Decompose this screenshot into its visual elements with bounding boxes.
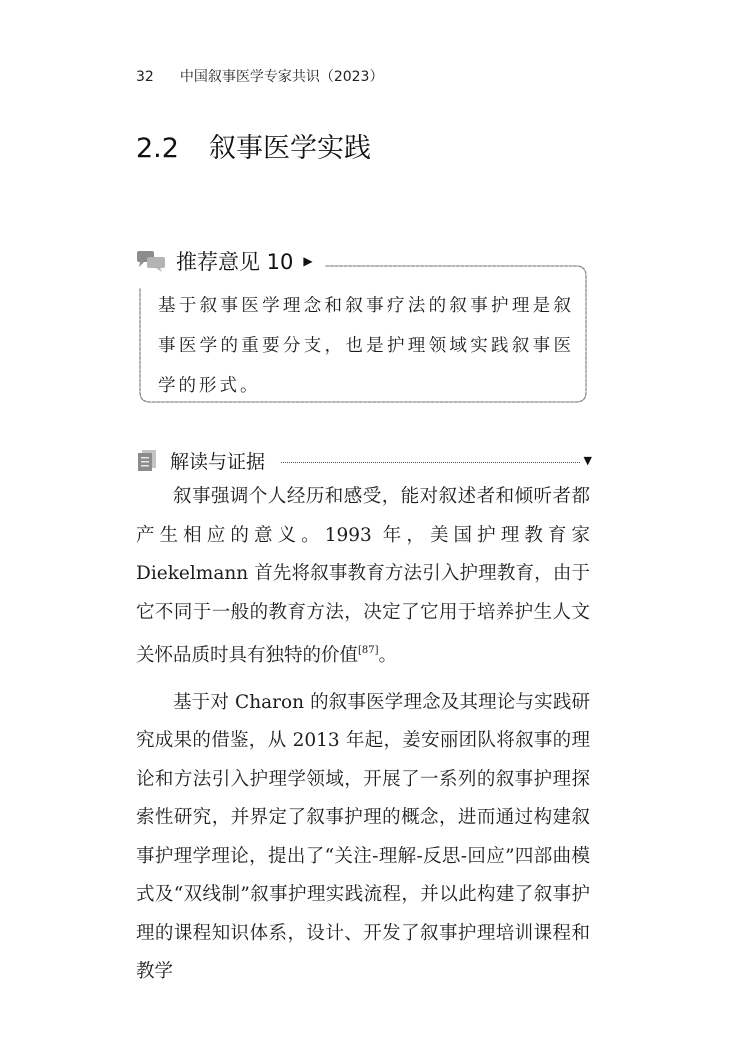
running-head xyxy=(136,66,383,86)
paragraph-1-text: 叙事强调个人经历和感受，能对叙述者和倾听者都产生相应的意义。1993 年，美国护理教育家 Diekelmann 首先将叙事教育方法引入护理教育，由于它不同于一般的教育方法，决定了它用于培养护生人文关怀品质时具有独特的价值 xyxy=(136,486,590,666)
recommendation-box xyxy=(136,262,590,406)
section-number: 2.2 xyxy=(136,133,179,164)
triangle-right-icon: ▶ xyxy=(303,254,313,268)
document-stack-icon xyxy=(136,449,158,471)
paragraph-2-text: 基于对 Charon 的叙事医学理念及其理论与实践研究成果的借鉴，从 2013 年起，姜安丽团队将叙事的理论和方法引入护理学领域，开展了一系列的叙事护理探索性研究，并界定了叙事护理的概念，进而通过构建叙事护理学理论，提出了“关注-理解-反思-回应”四部曲模式及“双线制”叙事护理实践流程，并以此构建了叙事护理的课程知识体系，设计、开发了叙事护理培训课程和教学 xyxy=(136,691,590,982)
page-number: 32 xyxy=(136,69,154,85)
triangle-down-icon: ▼ xyxy=(583,453,592,467)
recommendation-header xyxy=(136,246,313,276)
dotted-rule xyxy=(281,462,580,463)
interpretation-header xyxy=(136,445,592,475)
paragraph-1-end: 。 xyxy=(378,645,398,666)
section-title-text: 叙事医学实践 xyxy=(208,133,371,164)
interpretation-body xyxy=(136,478,590,1000)
citation-87: [87] xyxy=(358,645,379,656)
section-title xyxy=(136,126,371,165)
paragraph-1 xyxy=(136,478,590,676)
interpretation-label: 解读与证据 xyxy=(170,450,266,473)
book-title: 中国叙事医学专家共识（2023） xyxy=(179,69,384,85)
paragraph-2 xyxy=(136,684,590,992)
speech-bubbles-icon xyxy=(136,249,166,273)
recommendation-text: 基于叙事医学理念和叙事疗法的叙事护理是叙事医学的重要分支，也是护理领域实践叙事医学的形式。 xyxy=(158,296,574,396)
recommendation-label: 推荐意见 10 xyxy=(176,250,294,274)
